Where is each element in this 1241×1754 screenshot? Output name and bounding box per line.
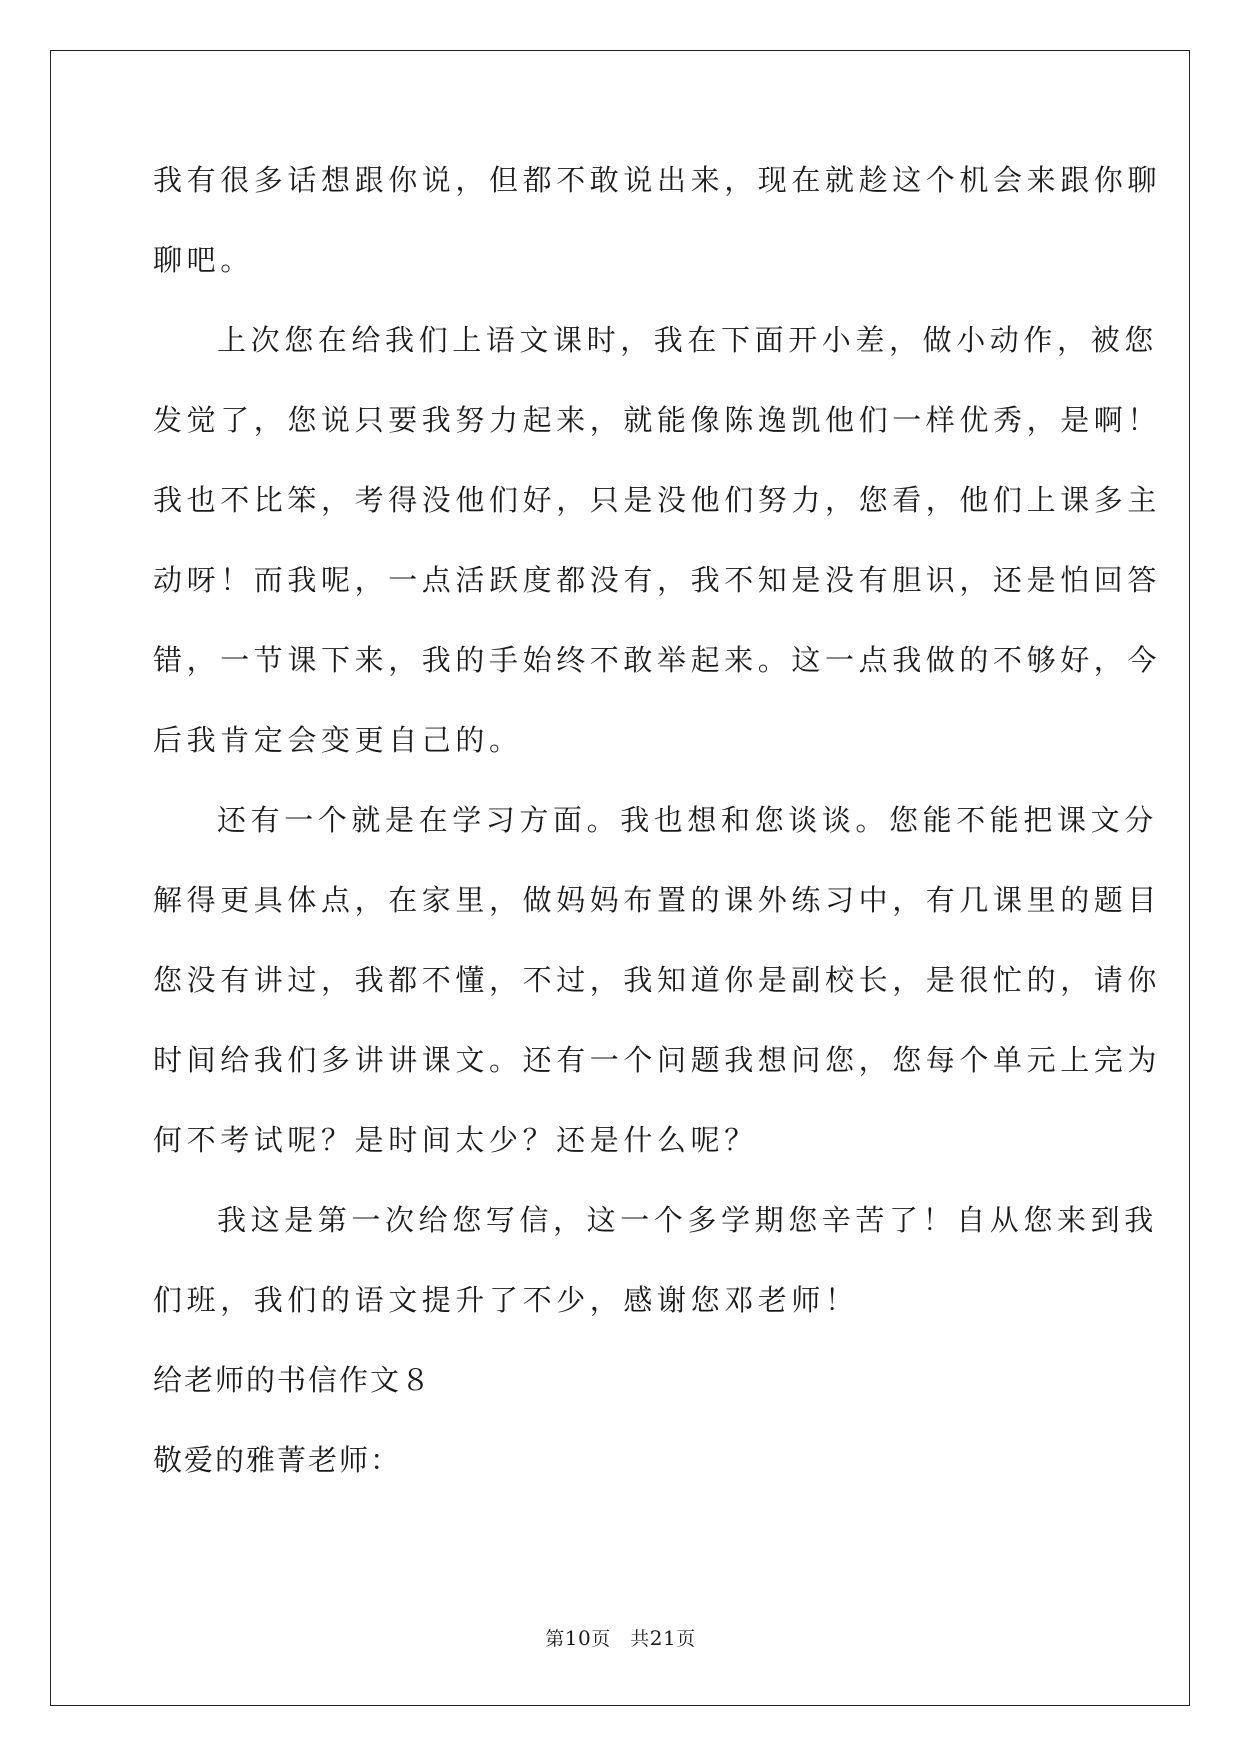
- text-line: 后我肯定会变更自己的。: [153, 723, 523, 757]
- paragraph-start-line: 上次您在给我们上语文课时，我在下面开小差，做小动作，被您: [217, 323, 1158, 357]
- text-line: 聊吧。: [153, 243, 254, 277]
- footer-suffix: 页: [676, 1628, 696, 1650]
- total-page-number: 21: [649, 1626, 677, 1650]
- paragraph-start-line: 还有一个就是在学习方面。我也想和您谈谈。您能不能把课文分: [217, 803, 1158, 837]
- text-line: 错，一节课下来，我的手始终不敢举起来。这一点我做的不够好，今: [153, 643, 1162, 677]
- document-body: [153, 160, 1162, 1520]
- text-line: 我也不比笨，考得没他们好，只是没他们努力，您看，他们上课多主: [153, 483, 1162, 517]
- salutation: 敬爱的雅菁老师：: [153, 1443, 402, 1477]
- text-line: 我有很多话想跟你说，但都不敢说出来，现在就趁这个机会来跟你聊: [153, 163, 1162, 197]
- section-title: 给老师的书信作文８: [153, 1363, 433, 1397]
- footer-prefix: 第: [545, 1628, 565, 1650]
- text-line: 解得更具体点，在家里，做妈妈布置的课外练习中，有几课里的题目: [153, 883, 1162, 917]
- text-line: 们班，我们的语文提升了不少，感谢您邓老师！: [153, 1283, 859, 1317]
- text-line: 您没有讲过，我都不懂，不过，我知道你是副校长，是很忙的，请你: [153, 963, 1162, 997]
- text-line: 何不考试呢？是时间太少？还是什么呢？: [153, 1123, 758, 1157]
- page-footer: [0, 1624, 1241, 1651]
- text-line: 时间给我们多讲讲课文。还有一个问题我想问您，您每个单元上完为: [153, 1043, 1162, 1077]
- text-line: 发觉了，您说只要我努力起来，就能像陈逸凯他们一样优秀，是啊！: [153, 403, 1162, 437]
- text-line: 动呀！而我呢，一点活跃度都没有，我不知是没有胆识，还是怕回答: [153, 563, 1162, 597]
- current-page-number: 10: [564, 1626, 592, 1650]
- footer-middle: 页 共: [591, 1628, 650, 1650]
- paragraph-start-line: 我这是第一次给您写信，这一个多学期您辛苦了！自从您来到我: [217, 1203, 1158, 1237]
